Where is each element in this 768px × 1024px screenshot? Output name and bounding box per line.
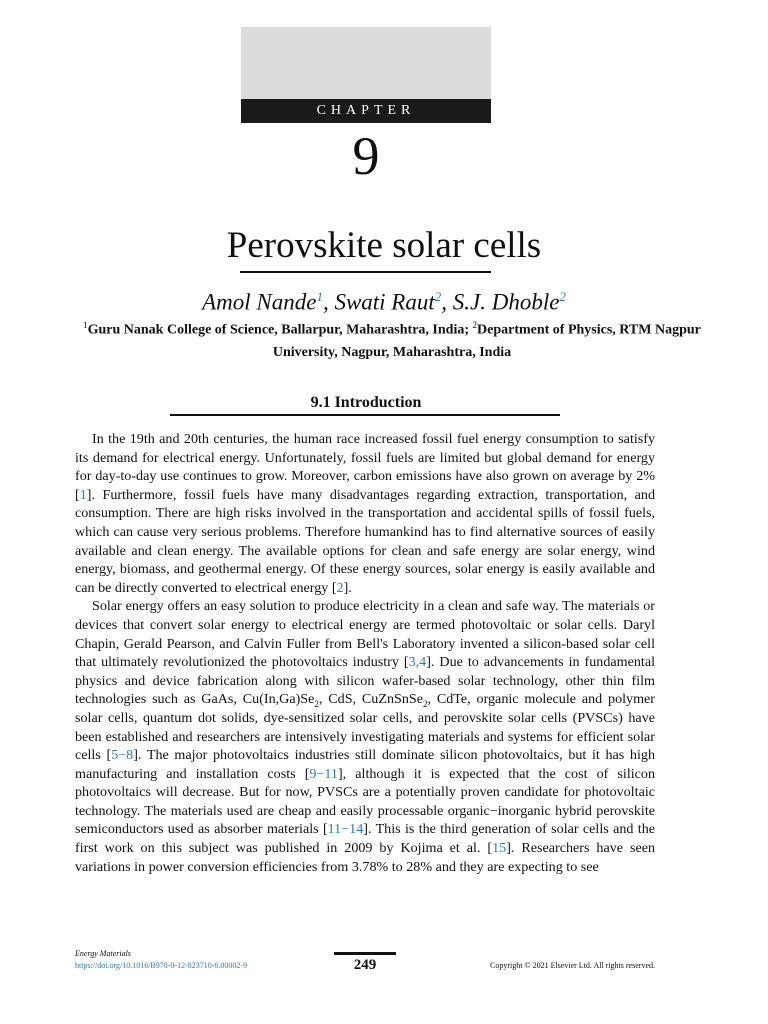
text-run: ]. Furthermore, fossil fuels have many disadvantages regarding extraction, transportation, and consumption. There are high risks involved in the transportation and accidental spills of fossil fuels, which can cause very serious problems. Therefore humankind has to find alternative sources of easily available and clean energy. The available options for clean and safe energy are solar energy, wind energy, biomass, and geothermal energy. Of these energy sources, solar energy is easily available and can be directly converted to electrical energy [ bbox=[75, 486, 655, 596]
citation-link[interactable]: 3,4 bbox=[408, 654, 427, 671]
author-list: Amol Nande$^1$, Swati Raut$^2$, S.J. Dhoble$^2$ bbox=[202, 289, 566, 315]
citation-link[interactable]: 15 bbox=[492, 840, 507, 857]
chapter-label: CHAPTER bbox=[241, 99, 491, 123]
author-affiliation-marker[interactable]: 2 bbox=[559, 289, 566, 304]
page-number-rule bbox=[334, 952, 396, 955]
affiliation-text: Guru Nanak College of Science, Ballarpur, Maharashtra, India; bbox=[87, 322, 473, 338]
page-number: 249 bbox=[353, 957, 377, 973]
chapter-header-box bbox=[241, 27, 491, 99]
text-run: , CdS, CuZnSnSe bbox=[318, 691, 423, 708]
text-run: ], although it is expected that the cost of silicon photovoltaics will decrease. But for now, PVSCs are a potentially proven candidate for photovoltaic technology. The materials used are cheap and easily processable organic−inorganic hybrid perovskite semiconductors used as absorber materials [ bbox=[75, 765, 656, 838]
text-run: , CdTe, organic molecule and polymer solar cells, quantum dot solids, dye-sensitized solar cells, and perovskite solar cells (PVSCs) have been established and researchers are intensively investigating materials and systems for efficient solar cells [ bbox=[75, 691, 656, 764]
title-rule bbox=[240, 271, 491, 273]
subscript: 2 bbox=[422, 699, 428, 710]
author-affiliation-marker[interactable]: 2 bbox=[434, 289, 442, 304]
text-run: ]. bbox=[343, 579, 352, 596]
citation-link[interactable]: 1 bbox=[79, 486, 87, 503]
footer-journal: Energy Materials bbox=[75, 949, 131, 958]
author-name: Amol Nande bbox=[202, 289, 317, 315]
section-rule bbox=[170, 414, 560, 416]
text-run: Solar energy offers an easy solution to produce electricity in a clean and safe way. The materials or devices that convert solar energy to electrical energy are termed photovoltaic or solar cells. Daryl Chapin, Gerald Pearson, and Calvin Fuller from Bell's Laboratory invented a silicon-based solar cell that ultimately revolutionized the photovoltaics industry [ bbox=[75, 598, 655, 671]
text-run: ]. Due to advancements in fundamental physics and device fabrication along with silicon wafer-based solar technology, other thin film technologies such as GaAs, Cu(In,Ga)Se bbox=[75, 654, 655, 708]
copyright-notice: Copyright © 2021 Elsevier Ltd. All rights reserved. bbox=[490, 961, 655, 970]
chapter-number: 9 bbox=[352, 126, 380, 186]
author-affiliation-marker[interactable]: 1 bbox=[316, 289, 323, 304]
body-text bbox=[75, 430, 655, 876]
text-run: ]. The major photovoltaics industries still dominate silicon photovoltaics, but it has high manufacturing and installation costs [ bbox=[75, 747, 655, 782]
affiliation-text: Department of Physics, RTM Nagpur University, Nagpur, Maharashtra, India bbox=[272, 322, 701, 360]
citation-link[interactable]: 11−14 bbox=[327, 821, 364, 838]
author-name: Swati Raut bbox=[334, 289, 435, 315]
paragraph bbox=[75, 597, 655, 876]
author-name: S.J. Dhoble bbox=[452, 289, 560, 315]
citation-link[interactable]: 2 bbox=[336, 579, 344, 596]
chapter-title: Perovskite solar cells bbox=[226, 225, 542, 266]
affiliation-marker: 2 bbox=[472, 320, 477, 330]
section-heading: 9.1 Introduction bbox=[310, 394, 422, 411]
citation-link[interactable]: 9−11 bbox=[309, 765, 338, 782]
subscript: 2 bbox=[314, 699, 319, 710]
paragraph bbox=[75, 430, 655, 597]
affiliations bbox=[72, 314, 712, 364]
text-run: ]. This is the third generation of solar cells and the first work on this subject was published in 2009 by Kojima et al. [ bbox=[75, 821, 655, 857]
text-run: In the 19th and 20th centuries, the human race increased fossil fuel energy consumption to satisfy its demand for electrical energy. Unfortunately, fossil fuels are limited but global demand for energy for day-to-day use continues to grow. Moreover, carbon emissions have also grown on average by 2% [ bbox=[75, 431, 655, 503]
doi-link[interactable]: https://doi.org/10.1016/B978-0-12-823710-6.00002-9 bbox=[75, 961, 248, 970]
citation-link[interactable]: 5−8 bbox=[111, 747, 134, 764]
text-run: ]. Researchers have seen variations in power conversion efficiencies from 3.78% to 28% and they are expecting to see bbox=[75, 840, 655, 875]
affiliation-marker: 1 bbox=[83, 320, 88, 330]
